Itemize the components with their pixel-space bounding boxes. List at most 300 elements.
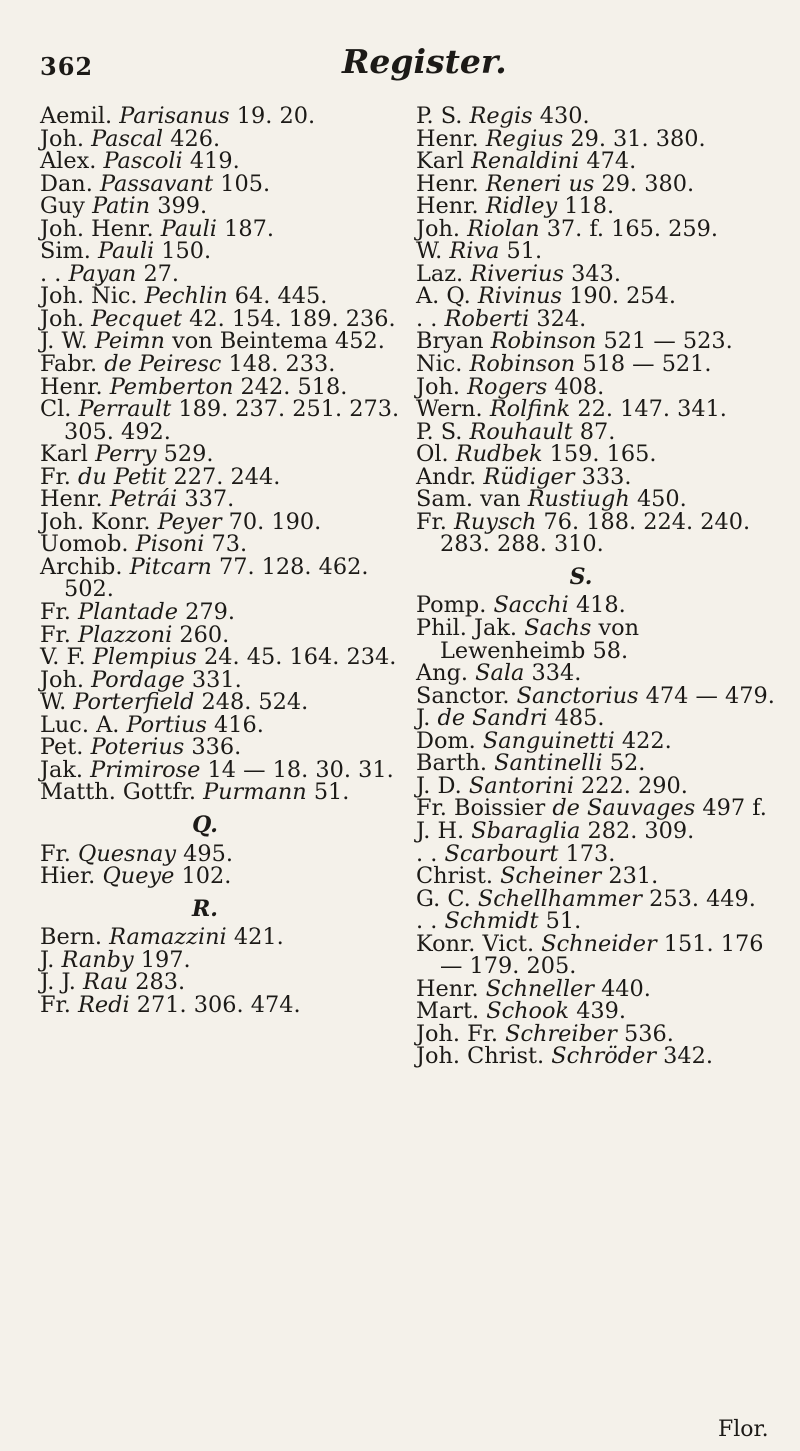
entry-page-refs: 189. 237. 251. 273. 305. 492. <box>64 396 400 445</box>
entry-given-name: Cl. <box>40 396 72 423</box>
register-entry <box>40 215 410 242</box>
register-entry <box>40 601 410 624</box>
entry-given-name: Guy <box>40 193 85 220</box>
entry-given-name: Bern. <box>40 924 102 951</box>
entry-given-name: Archib. <box>40 553 123 580</box>
register-entry <box>416 975 786 1002</box>
entry-surname: Sala <box>475 660 525 687</box>
entry-page-refs: 474 — 479. <box>645 682 775 709</box>
register-entry <box>416 682 786 709</box>
entry-page-refs: 102. <box>181 863 232 890</box>
register-entry <box>40 373 410 400</box>
entry-given-name: Karl <box>40 441 88 468</box>
entry-page-refs: 518 — 521. <box>582 351 712 378</box>
entry-page-refs: 22. 147. 341. <box>577 396 727 423</box>
entry-page-refs: 485. <box>554 705 605 732</box>
entry-page-refs: 14 — 18. 30. 31. <box>207 756 394 783</box>
entry-surname: Sanguinetti <box>482 727 615 754</box>
register-entry <box>416 195 786 218</box>
entry-given-name: J. <box>416 705 431 732</box>
entry-page-refs: 331. <box>191 666 242 693</box>
entry-surname: Robinson <box>469 351 576 378</box>
section-letter: S. <box>569 563 593 590</box>
entry-given-name: Sam. van <box>416 486 521 513</box>
entry-page-refs: 73. <box>211 531 248 558</box>
section-letter: R. <box>192 895 218 922</box>
entry-surname: Regius <box>485 125 564 152</box>
entry-surname: Riverius <box>470 260 564 287</box>
entry-given-name: Barth. <box>416 750 488 777</box>
register-entry <box>416 707 786 730</box>
register-entry <box>416 353 786 376</box>
register-entry <box>40 150 410 173</box>
entry-given-name: Joh. <box>40 666 84 693</box>
entry-surname: Passavant <box>99 170 214 197</box>
page-number: 362 <box>40 52 94 81</box>
entry-surname: Pecquet <box>91 305 182 332</box>
entry-given-name: Henr. <box>416 193 479 220</box>
entry-given-name: Konr. Vict. <box>416 930 535 957</box>
register-entry <box>416 170 786 197</box>
entry-given-name: Joh. Konr. <box>40 508 151 535</box>
register-entry <box>40 840 410 867</box>
entry-surname: Pascoli <box>103 148 183 175</box>
register-entry <box>40 621 410 648</box>
register-entry <box>40 691 410 714</box>
entry-page-refs: 150. <box>161 238 212 265</box>
entry-surname: Rustiugh <box>527 486 630 513</box>
entry-surname: Sanctorius <box>516 682 639 709</box>
register-entry <box>416 463 786 490</box>
entry-page-refs: 76. 188. 224. 240. 283. 288. 310. <box>440 508 751 558</box>
register-entry <box>40 170 410 197</box>
register-entry <box>40 285 410 308</box>
entry-page-refs: 399. <box>157 193 208 220</box>
entry-given-name: Henr. <box>40 373 103 400</box>
register-entry <box>40 398 410 443</box>
register-entry <box>416 817 786 844</box>
entry-page-refs: 283. <box>135 969 186 996</box>
register-entry <box>416 488 786 511</box>
entry-page-refs: 495. <box>183 840 233 867</box>
register-entry <box>40 260 410 287</box>
entry-page-refs: 497 f. <box>702 795 767 822</box>
register-entry <box>40 926 410 949</box>
entry-surname: Pechlin <box>144 283 228 310</box>
entry-surname: Rau <box>82 969 129 996</box>
entry-surname: Plazzoni <box>78 621 173 648</box>
entry-surname: Santinelli <box>494 750 603 777</box>
entry-surname: Schröder <box>551 1043 657 1070</box>
entry-surname: Portius <box>126 711 207 738</box>
entry-page-refs: 148. 233. <box>228 351 336 378</box>
entry-surname: Plempius <box>92 644 197 671</box>
entry-page-refs: 118. <box>564 193 615 220</box>
entry-page-refs: 159. 165. <box>549 441 657 468</box>
entry-given-name: Karl <box>416 148 464 175</box>
entry-surname: Schmidt <box>444 908 539 935</box>
entry-surname: Renaldini <box>471 148 580 175</box>
entry-surname: Rivinus <box>477 283 563 310</box>
register-entry <box>416 930 786 980</box>
entry-given-name: W. <box>416 238 443 265</box>
entry-surname: Roberti <box>444 305 530 332</box>
register-entry <box>40 781 410 804</box>
entry-page-refs: 536. <box>623 1020 674 1047</box>
register-entry <box>40 305 410 332</box>
register-entry <box>416 125 786 152</box>
entry-surname: Sachs <box>524 615 592 642</box>
entry-page-refs: 430. <box>539 103 590 129</box>
section-letter: Q. <box>192 811 218 838</box>
entry-given-name: Henr. <box>416 170 479 197</box>
entry-surname: de Peiresc <box>104 351 222 378</box>
entry-given-name: Hier. <box>40 863 96 890</box>
entry-surname: Ramazzini <box>109 924 227 951</box>
entry-surname: Scheiner <box>500 863 602 890</box>
entry-surname: Scarbourt <box>444 840 559 867</box>
register-entry <box>40 865 410 888</box>
entry-given-name: Pet. <box>40 734 84 761</box>
entry-page-refs: 52. <box>609 750 646 777</box>
entry-given-name: . . <box>40 260 62 287</box>
entry-given-name: Henr. <box>40 486 103 513</box>
entry-given-name: Joh. <box>416 215 460 242</box>
entry-surname: Rüdiger <box>483 463 575 490</box>
entry-page-refs: 333. <box>581 463 632 490</box>
entry-surname: Schook <box>486 998 570 1025</box>
entry-surname: Rouhault <box>469 418 573 445</box>
entry-page-refs: von Beintema 452. <box>172 328 385 355</box>
entry-page-refs: 253. 449. <box>649 885 756 912</box>
entry-surname: Primirose <box>90 756 201 783</box>
register-entry <box>416 1000 786 1023</box>
register-entry <box>40 240 410 263</box>
entry-given-name: J. D. <box>416 772 462 799</box>
register-entry <box>416 398 786 421</box>
entry-given-name: P. S. <box>416 103 463 129</box>
entry-page-refs: 279. <box>185 599 235 626</box>
entry-given-name: Fabr. <box>40 351 98 378</box>
entry-surname: Regis <box>469 103 533 129</box>
register-entry <box>40 443 410 466</box>
entry-page-refs: 416. <box>214 711 264 738</box>
entry-surname: Peyer <box>157 508 222 535</box>
entry-surname: Schneider <box>541 930 657 957</box>
entry-page-refs: 334. <box>531 660 582 687</box>
entry-page-refs: 29. 31. 380. <box>570 125 706 152</box>
entry-page-refs: 197. <box>140 946 191 973</box>
register-entry <box>40 330 410 353</box>
register-entry <box>416 418 786 445</box>
entry-page-refs: 87. <box>579 418 616 445</box>
entry-page-refs: 440. <box>601 975 651 1002</box>
entry-page-refs: 227. 244. <box>173 463 281 490</box>
entry-surname: Pauli <box>160 215 217 242</box>
entry-given-name: Ang. <box>416 660 469 687</box>
register-entry <box>416 885 786 912</box>
entry-page-refs: 42. 154. 189. 236. <box>189 305 396 332</box>
entry-page-refs: 51. <box>313 779 350 806</box>
entry-surname: Riolan <box>467 215 540 242</box>
entry-given-name: J. J. <box>40 969 76 996</box>
entry-given-name: Andr. <box>416 463 477 490</box>
entry-surname: Parisanus <box>119 103 230 129</box>
right-column <box>416 105 786 1068</box>
entry-surname: Perry <box>95 441 157 468</box>
entry-given-name: Fr. <box>40 621 71 648</box>
entry-surname: Pauli <box>97 238 155 265</box>
register-entry <box>416 840 786 867</box>
entry-given-name: Joh. Henr. <box>40 215 154 242</box>
entry-given-name: Joh. <box>40 305 84 332</box>
entry-surname: Ridley <box>485 193 558 220</box>
entry-given-name: Fr. Boissier <box>416 795 546 822</box>
entry-surname: Payan <box>68 260 137 287</box>
entry-page-refs: 190. 254. <box>569 283 677 310</box>
register-entry <box>416 752 786 775</box>
entry-given-name: J. <box>40 946 55 973</box>
entry-page-refs: 419. <box>189 148 240 175</box>
entry-page-refs: 343. <box>571 260 621 287</box>
entry-given-name: Nic. <box>416 351 463 378</box>
entry-page-refs: 24. 45. 164. 234. <box>204 644 397 671</box>
entry-given-name: Henr. <box>416 975 479 1002</box>
entry-surname: Ruysch <box>454 508 537 535</box>
entry-given-name: Ol. <box>416 441 449 468</box>
entry-page-refs: 418. <box>575 592 626 619</box>
entry-surname: Pitcarn <box>129 553 212 580</box>
entry-surname: Rudbek <box>455 441 543 468</box>
entry-surname: Ranby <box>61 946 134 973</box>
entry-surname: Schreiber <box>505 1020 617 1047</box>
entry-surname: Peimn <box>94 328 165 355</box>
register-entry <box>40 105 410 128</box>
entry-given-name: Fr. <box>40 599 71 626</box>
entry-page-refs: 231. <box>608 863 659 890</box>
entry-page-refs: 422. <box>621 727 672 754</box>
entry-given-name: Sim. <box>40 238 91 265</box>
entry-surname: Quesnay <box>78 840 176 867</box>
entry-given-name: Joh. Christ. <box>416 1043 545 1070</box>
entry-page-refs: 324. <box>536 305 587 332</box>
entry-given-name: Sanctor. <box>416 682 510 709</box>
entry-given-name: Bryan <box>416 328 484 355</box>
entry-page-refs: von Lewenheimb 58. <box>440 615 640 664</box>
entry-given-name: Dan. <box>40 170 93 197</box>
register-entry <box>416 1020 786 1047</box>
register-entry <box>40 991 410 1018</box>
entry-surname: Reneri us <box>485 170 595 197</box>
entry-given-name: Jak. <box>40 756 84 783</box>
register-entry <box>416 373 786 400</box>
entry-surname: Rogers <box>467 373 548 400</box>
register-entry <box>40 971 410 994</box>
register-entry <box>416 1045 786 1068</box>
entry-page-refs: 521 — 523. <box>603 328 733 355</box>
entry-page-refs: 529. <box>163 441 214 468</box>
entry-surname: Schneller <box>485 975 594 1002</box>
register-entry <box>40 533 410 556</box>
entry-given-name: Fr. <box>416 508 447 535</box>
entry-page-refs: 77. 128. 462. 502. <box>64 553 369 603</box>
entry-given-name: J. H. <box>416 817 465 844</box>
entry-given-name: . . <box>416 908 438 935</box>
register-entry <box>416 240 786 263</box>
register-entry <box>40 666 410 693</box>
register-entry <box>40 946 410 973</box>
entry-given-name: Christ. <box>416 863 494 890</box>
entry-given-name: Dom. <box>416 727 476 754</box>
entry-given-name: Fr. <box>40 463 71 490</box>
entry-given-name: Matth. Gottfr. <box>40 779 196 806</box>
entry-page-refs: 27. <box>143 260 180 287</box>
register-entry <box>416 150 786 173</box>
entry-page-refs: 70. 190. <box>228 508 322 535</box>
entry-page-refs: 248. 524. <box>201 689 309 716</box>
entry-surname: Plantade <box>78 599 178 626</box>
entry-page-refs: 421. <box>233 924 284 951</box>
register-entry <box>40 125 410 152</box>
entry-surname: Patin <box>92 193 151 220</box>
catchword: Flor. <box>718 1417 769 1442</box>
entry-page-refs: 29. 380. <box>601 170 695 197</box>
register-entry <box>416 305 786 332</box>
entry-page-refs: 439. <box>576 998 627 1025</box>
entry-surname: Porterfield <box>73 689 195 716</box>
entry-surname: de Sandri <box>437 705 548 732</box>
entry-given-name: J. W. <box>40 328 88 355</box>
register-entry <box>40 756 410 783</box>
entry-given-name: Mart. <box>416 998 480 1025</box>
entry-page-refs: 51. <box>545 908 582 935</box>
entry-surname: Redi <box>78 991 130 1018</box>
entry-surname: Petrái <box>109 486 178 513</box>
entry-given-name: V. F. <box>40 644 86 671</box>
register-entry <box>416 260 786 287</box>
entry-given-name: Joh. <box>40 125 84 152</box>
entry-given-name: Fr. <box>40 991 71 1018</box>
entry-given-name: Phil. Jak. <box>416 615 518 642</box>
entry-surname: Sacchi <box>493 592 569 619</box>
register-entry <box>416 105 786 128</box>
entry-page-refs: 242. 518. <box>240 373 348 400</box>
register-entry <box>40 553 410 603</box>
entry-surname: Pascal <box>91 125 164 152</box>
entry-surname: Pemberton <box>109 373 234 400</box>
entry-given-name: Alex. <box>40 148 97 175</box>
register-entry <box>416 330 786 353</box>
entry-given-name: Pomp. <box>416 592 487 619</box>
register-entry <box>40 488 410 511</box>
entry-given-name: Fr. <box>40 840 71 867</box>
register-entry <box>40 195 410 218</box>
register-entry <box>416 727 786 754</box>
register-entry <box>416 443 786 466</box>
entry-given-name: Luc. A. <box>40 711 120 738</box>
register-entry <box>416 772 786 799</box>
entry-page-refs: 51. <box>506 238 543 265</box>
entry-given-name: . . <box>416 305 438 332</box>
entry-given-name: Joh. <box>416 373 460 400</box>
entry-page-refs: 336. <box>191 734 242 761</box>
entry-surname: Perrault <box>78 396 172 423</box>
register-entry <box>40 646 410 669</box>
register-entry <box>416 910 786 933</box>
entry-page-refs: 260. <box>179 621 230 648</box>
left-column <box>40 105 410 1016</box>
entry-given-name: G. C. <box>416 885 471 912</box>
entry-given-name: Uomob. <box>40 531 129 558</box>
entry-page-refs: 271. 306. 474. <box>136 991 301 1018</box>
entry-given-name: . . <box>416 840 438 867</box>
register-entry <box>416 285 786 308</box>
entry-page-refs: 187. <box>224 215 274 242</box>
register-entry <box>40 463 410 490</box>
entry-given-name: Aemil. <box>40 103 113 129</box>
entry-given-name: Joh. Fr. <box>416 1020 499 1047</box>
entry-page-refs: 222. 290. <box>581 772 688 799</box>
entry-surname: Queye <box>102 863 175 890</box>
entry-given-name: P. S. <box>416 418 463 445</box>
entry-surname: Schellhammer <box>477 885 642 912</box>
entry-page-refs: 37. f. 165. 259. <box>546 215 718 242</box>
register-entry <box>416 662 786 685</box>
entry-surname: Purmann <box>203 779 307 806</box>
register-entry <box>40 353 410 376</box>
entry-given-name: Joh. Nic. <box>40 283 138 310</box>
register-entry <box>40 508 410 535</box>
running-head: Register. <box>342 42 507 81</box>
entry-page-refs: 64. 445. <box>234 283 328 310</box>
register-entry <box>416 508 786 558</box>
entry-page-refs: 105. <box>220 170 271 197</box>
entry-page-refs: 151. 176 — 179. 205. <box>440 930 764 980</box>
entry-page-refs: 426. <box>170 125 221 152</box>
entry-surname: Santorini <box>468 772 574 799</box>
entry-page-refs: 408. <box>554 373 605 400</box>
register-entry <box>416 797 786 820</box>
register-entry <box>416 594 786 617</box>
entry-page-refs: 474. <box>586 148 637 175</box>
entry-surname: Poterius <box>90 734 185 761</box>
entry-given-name: W. <box>40 689 67 716</box>
register-entry <box>416 865 786 888</box>
entry-given-name: A. Q. <box>416 283 471 310</box>
register-entry <box>40 711 410 738</box>
entry-surname: Sbaraglia <box>471 817 581 844</box>
entry-given-name: Henr. <box>416 125 479 152</box>
register-entry <box>40 736 410 759</box>
entry-given-name: Laz. <box>416 260 464 287</box>
register-entry <box>416 215 786 242</box>
entry-surname: de Sauvages <box>552 795 696 822</box>
entry-surname: Rolfink <box>489 396 571 423</box>
entry-page-refs: 173. <box>565 840 616 867</box>
entry-surname: Pordage <box>91 666 185 693</box>
register-entry <box>416 617 786 662</box>
entry-page-refs: 342. <box>663 1043 714 1070</box>
entry-surname: Riva <box>449 238 500 265</box>
entry-surname: Pisoni <box>135 531 205 558</box>
entry-page-refs: 282. 309. <box>587 817 695 844</box>
entry-surname: du Petit <box>78 463 167 490</box>
entry-surname: Robinson <box>490 328 597 355</box>
entry-page-refs: 450. <box>636 486 687 513</box>
entry-given-name: Wern. <box>416 396 483 423</box>
entry-page-refs: 19. 20. <box>236 103 316 129</box>
entry-page-refs: 337. <box>184 486 235 513</box>
